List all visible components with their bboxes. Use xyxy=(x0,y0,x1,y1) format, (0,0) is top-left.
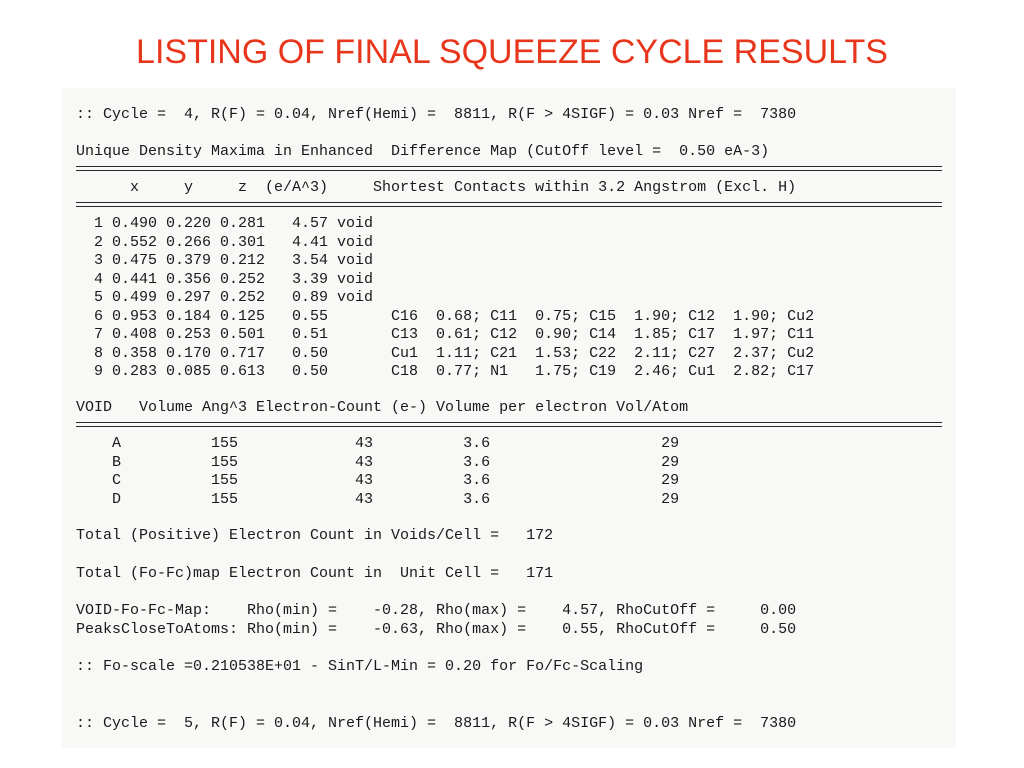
divider xyxy=(76,422,942,427)
peak-row: 4 0.441 0.356 0.252 3.39 void xyxy=(76,270,374,288)
peak-row: 7 0.408 0.253 0.501 0.51 C13 0.61; C12 0.90; C14 1.85; C17 1.97; C11 xyxy=(76,326,815,343)
peak-row: 3 0.475 0.379 0.212 3.54 void xyxy=(76,252,374,269)
peak-row: 1 0.490 0.220 0.281 4.57 void xyxy=(76,215,374,232)
fo-scale-line: :: Fo-scale =0.210538E+01 - SinT/L-Min = 0.20 for Fo/Fc-Scaling xyxy=(76,658,644,675)
void-table-header: VOID Volume Ang^3 Electron-Count (e-) Volume per electron Vol/Atom xyxy=(76,399,689,416)
void-fofc-map-line: VOID-Fo-Fc-Map: Rho(min) = -0.28, Rho(max) = 4.57, RhoCutOff = 0.00 xyxy=(76,602,797,619)
peak-table-header: x y z (e/A^3) Shortest Contacts within 3.2 Angstrom (Excl. H) xyxy=(76,179,797,196)
peak-row: 8 0.358 0.170 0.717 0.50 Cu1 1.11; C21 1.53; C22 2.11; C27 2.37; Cu2 xyxy=(76,344,815,362)
void-row: B 155 43 3.6 29 xyxy=(76,453,680,471)
total-fofc-electron-count: Total (Fo-Fc)map Electron Count in Unit Cell = 171 xyxy=(76,565,554,582)
density-maxima-title: Unique Density Maxima in Enhanced Difference Map (CutOff level = 0.50 eA-3) xyxy=(76,143,770,160)
divider xyxy=(76,202,942,207)
squeeze-listing xyxy=(62,88,956,748)
peak-row: 9 0.283 0.085 0.613 0.50 C18 0.77; N1 1.75; C19 2.46; Cu1 2.82; C17 xyxy=(76,363,815,380)
peak-row: 2 0.552 0.266 0.301 4.41 void xyxy=(76,233,374,251)
cycle-5-line: :: Cycle = 5, R(F) = 0.04, Nref(Hemi) = 8811, R(F > 4SIGF) = 0.03 Nref = 7380 xyxy=(76,715,797,732)
total-positive-electron-count: Total (Positive) Electron Count in Voids/Cell = 172 xyxy=(76,527,554,544)
peak-row: 5 0.499 0.297 0.252 0.89 void xyxy=(76,289,374,306)
cycle-4-line: :: Cycle = 4, R(F) = 0.04, Nref(Hemi) = 8811, R(F > 4SIGF) = 0.03 Nref = 7380 xyxy=(76,106,797,123)
divider xyxy=(76,166,942,171)
peaks-close-to-atoms-line: PeaksCloseToAtoms: Rho(min) = -0.63, Rho(max) = 0.55, RhoCutOff = 0.50 xyxy=(76,620,797,638)
void-row: D 155 43 3.6 29 xyxy=(76,490,680,508)
void-row: A 155 43 3.6 29 xyxy=(76,435,680,452)
void-row: C 155 43 3.6 29 xyxy=(76,472,680,489)
slide-title: LISTING OF FINAL SQUEEZE CYCLE RESULTS xyxy=(136,33,888,71)
peak-row: 6 0.953 0.184 0.125 0.55 C16 0.68; C11 0.75; C15 1.90; C12 1.90; Cu2 xyxy=(76,307,815,325)
